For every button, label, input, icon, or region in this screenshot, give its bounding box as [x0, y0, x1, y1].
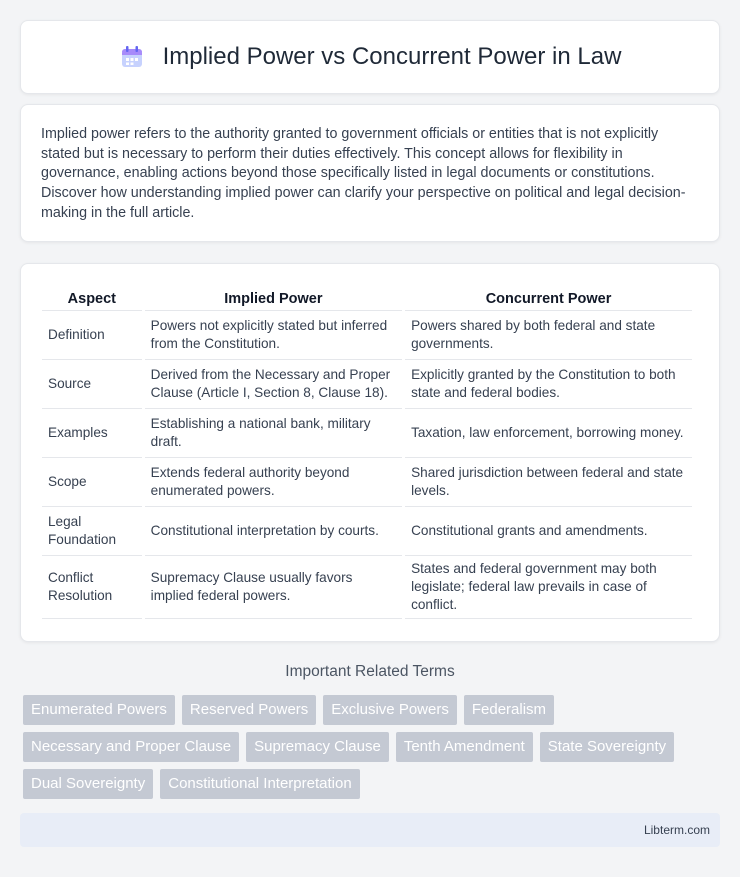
tag-enumerated-powers[interactable]: Enumerated Powers [23, 695, 175, 725]
table-row [42, 556, 692, 619]
related-terms-list [23, 695, 723, 806]
related-terms-title: Important Related Terms [285, 663, 455, 680]
calendar-icon [119, 44, 145, 70]
row-implied: Constitutional interpretation by courts. [145, 507, 402, 556]
tag-federalism[interactable]: Federalism [464, 695, 554, 725]
table-row [42, 360, 692, 409]
tag-dual-sovereignty[interactable]: Dual Sovereignty [23, 769, 153, 799]
header-implied-power: Implied Power [145, 282, 402, 311]
table-header-row [42, 282, 692, 311]
row-concurrent: Explicitly granted by the Constitution to both state and federal bodies. [405, 360, 692, 409]
table-row [42, 507, 692, 556]
title-card [20, 20, 720, 94]
table-row [42, 458, 692, 507]
row-aspect: Legal Foundation [42, 507, 142, 556]
page-title: Implied Power vs Concurrent Power in Law [162, 43, 622, 70]
row-aspect: Scope [42, 458, 142, 507]
row-implied: Supremacy Clause usually favors implied federal powers. [145, 556, 402, 619]
intro-card [20, 104, 720, 242]
row-concurrent: Powers shared by both federal and state governments. [405, 311, 692, 360]
row-aspect: Source [42, 360, 142, 409]
header-aspect: Aspect [42, 282, 142, 311]
row-implied: Extends federal authority beyond enumerated powers. [145, 458, 402, 507]
row-aspect: Examples [42, 409, 142, 458]
intro-paragraph: Implied power refers to the authority granted to government officials or entities that is not explicitly stated but is necessary to perform their duties effectively. This concept allows for flexibility in governance, enabling actions beyond those specifically listed in legal documents or constitutions. Discover how understanding implied power can clarify your perspective on political and legal decision-making in the full article. [41, 126, 686, 221]
footer-site-link[interactable]: Libterm.com [643, 823, 710, 837]
tag-exclusive-powers[interactable]: Exclusive Powers [323, 695, 457, 725]
footer [20, 813, 720, 847]
tag-tenth-amendment[interactable]: Tenth Amendment [396, 732, 533, 762]
row-concurrent: Constitutional grants and amendments. [405, 507, 692, 556]
comparison-table [39, 282, 695, 619]
row-aspect: Definition [42, 311, 142, 360]
table-row [42, 409, 692, 458]
table-row [42, 311, 692, 360]
tag-constitutional-interpretation[interactable]: Constitutional Interpretation [160, 769, 359, 799]
row-concurrent: States and federal government may both legislate; federal law prevails in case of conflict. [405, 556, 692, 619]
tag-necessary-and-proper-clause[interactable]: Necessary and Proper Clause [23, 732, 239, 762]
row-implied: Establishing a national bank, military draft. [145, 409, 402, 458]
row-concurrent: Taxation, law enforcement, borrowing money. [405, 409, 692, 458]
row-aspect: Conflict Resolution [42, 556, 142, 619]
comparison-card [20, 263, 720, 642]
row-implied: Derived from the Necessary and Proper Clause (Article I, Section 8, Clause 18). [145, 360, 402, 409]
header-concurrent-power: Concurrent Power [405, 282, 692, 311]
row-implied: Powers not explicitly stated but inferred from the Constitution. [145, 311, 402, 360]
tag-supremacy-clause[interactable]: Supremacy Clause [246, 732, 389, 762]
tag-state-sovereignty[interactable]: State Sovereignty [540, 732, 674, 762]
row-concurrent: Shared jurisdiction between federal and state levels. [405, 458, 692, 507]
tag-reserved-powers[interactable]: Reserved Powers [182, 695, 316, 725]
